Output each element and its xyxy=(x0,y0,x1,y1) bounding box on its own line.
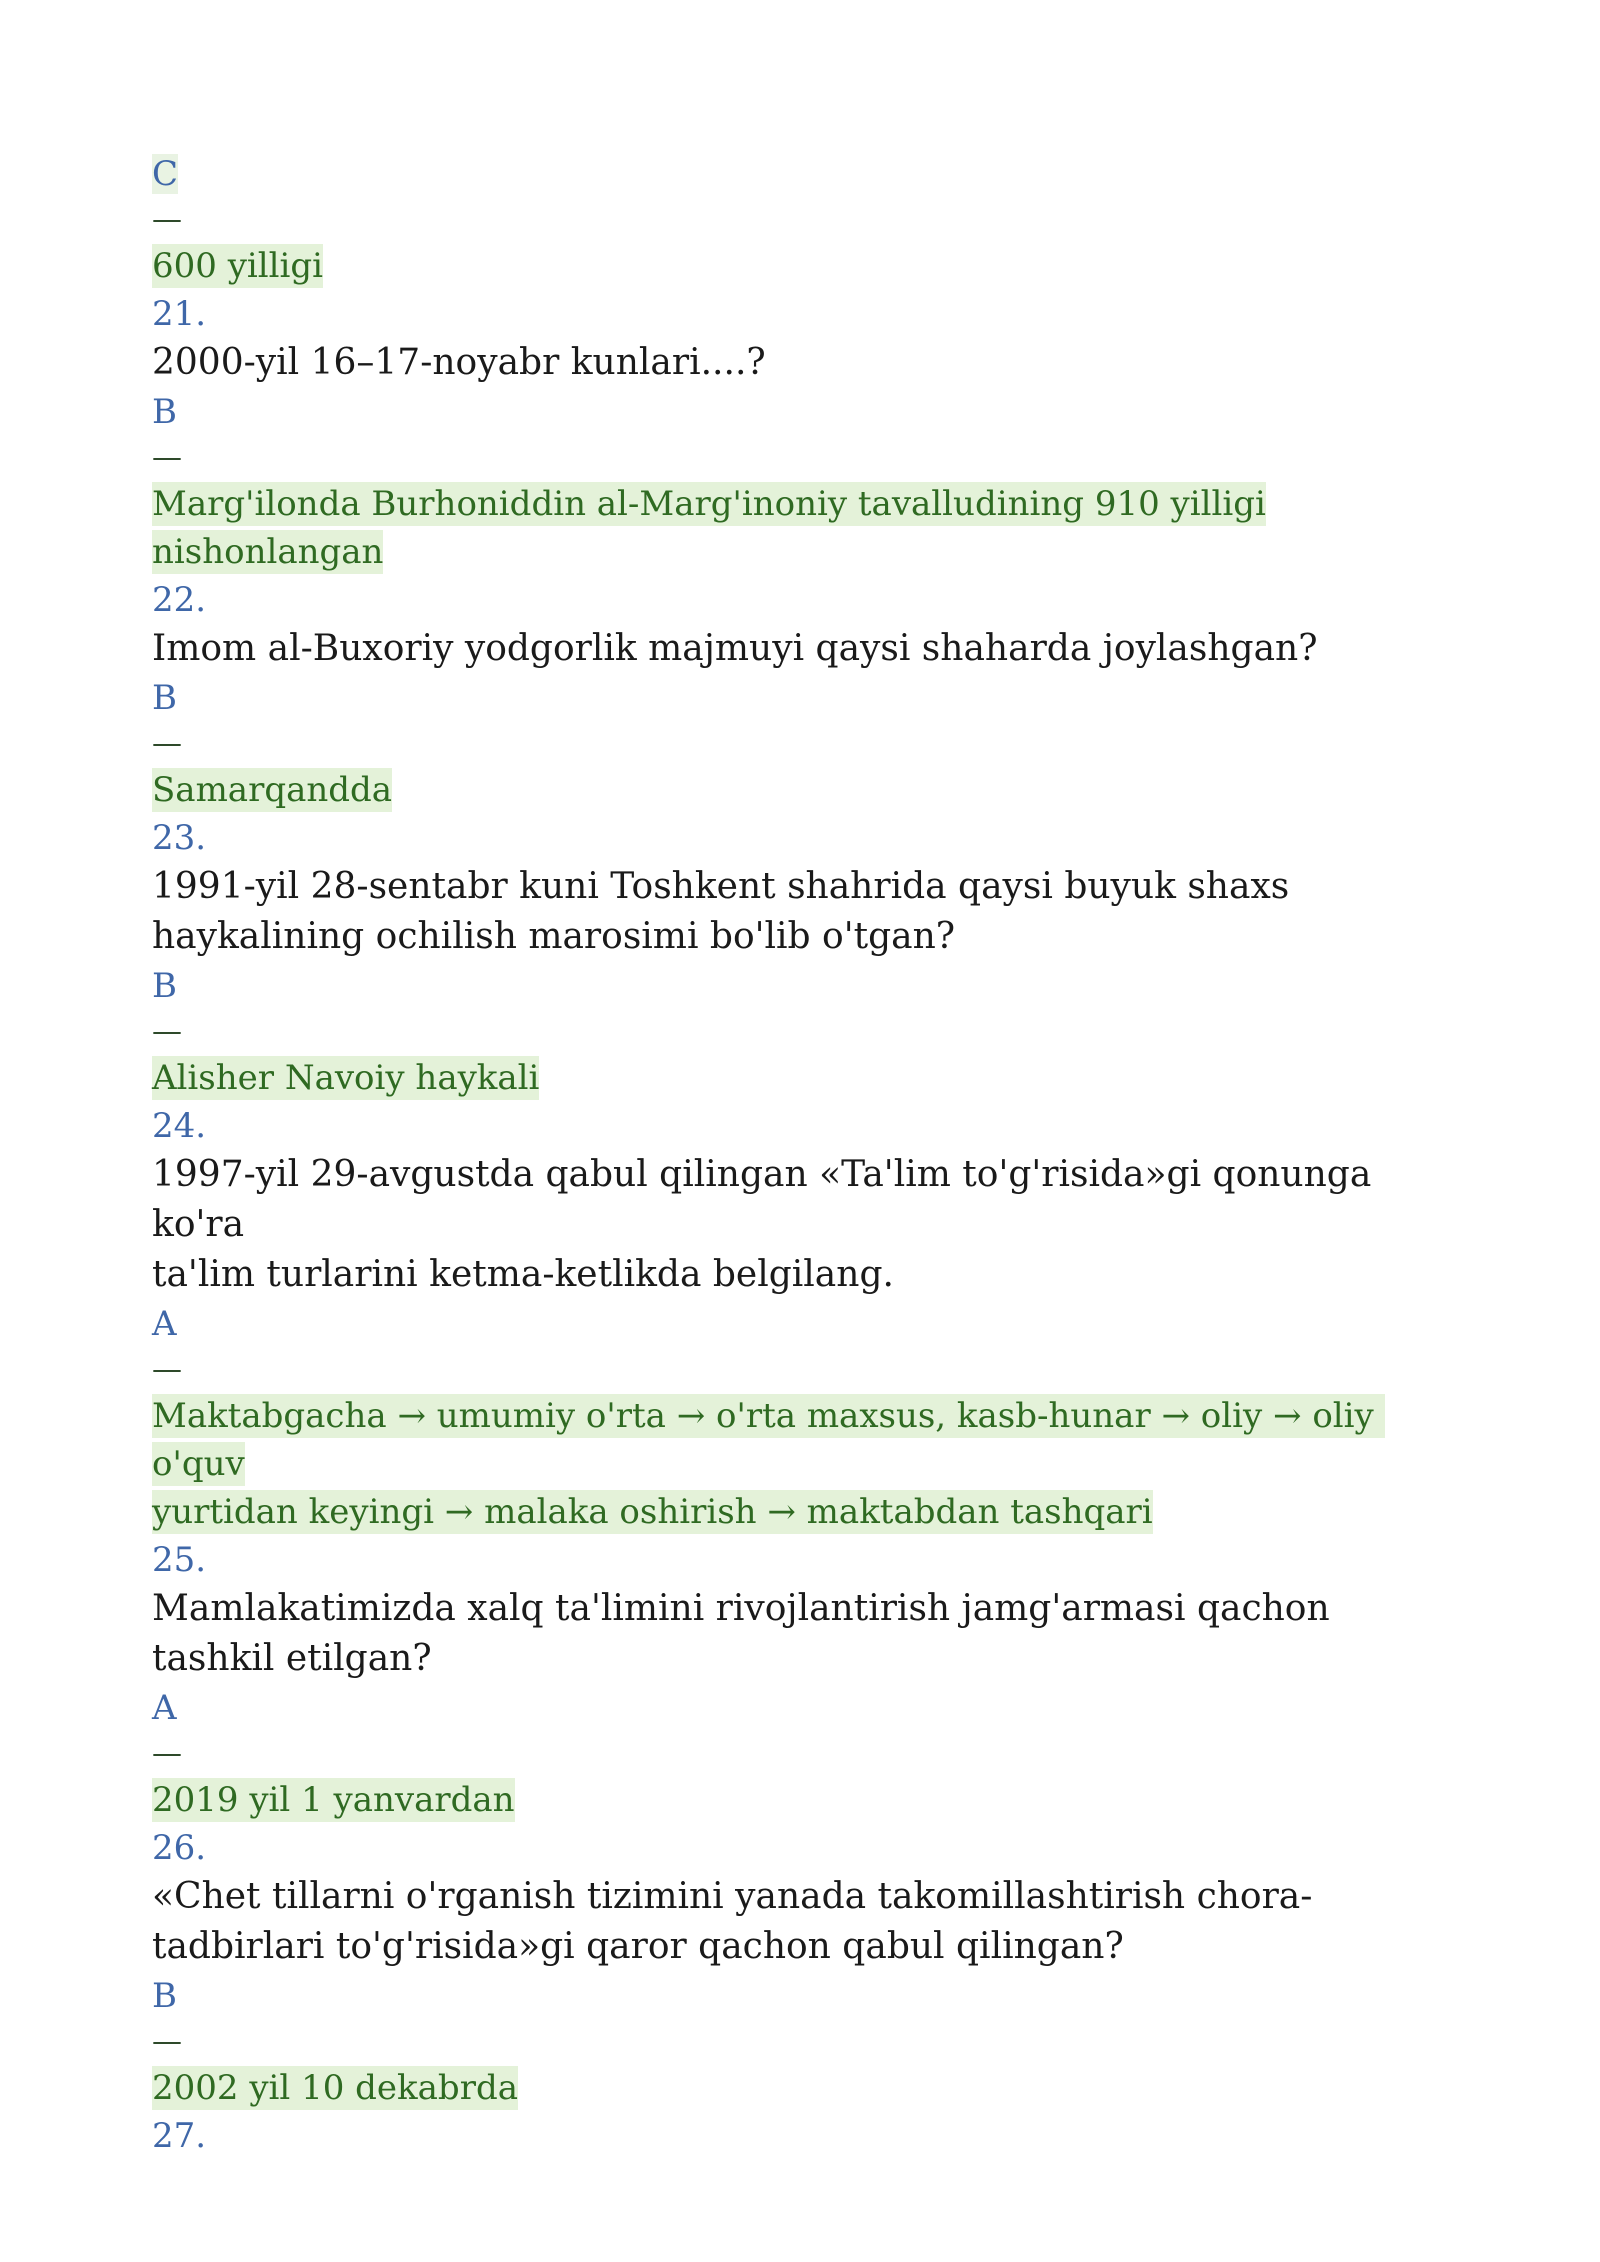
answer-highlight: Maktabgacha → umumiy o'rta → o'rta maxsus, kasb-hunar → oliy → oliy o'quv yurtidan keyingi → malaka oshirish → maktabdan tashqari xyxy=(152,1394,1385,1534)
question-number: 21. xyxy=(152,294,207,334)
question-number: 26. xyxy=(152,1828,207,1868)
question-text: «Chet tillarni o'rganish tizimini yanada takomillashtirish chora- tadbirlari to'g'risida»gi qaror qachon qabul qilingan? xyxy=(152,1876,1313,1967)
answer-letter: B xyxy=(152,392,177,432)
answer-text xyxy=(152,480,1452,576)
answer-highlight: 2019 yil 1 yanvardan xyxy=(152,1780,515,1820)
answer-letter: A xyxy=(152,1304,177,1344)
answer-highlight: 2002 yil 10 dekabrda xyxy=(152,2068,518,2108)
separator-dash: — xyxy=(152,1736,182,1771)
answer-highlight: Samarqandda xyxy=(152,770,393,810)
separator-dash: — xyxy=(152,202,182,237)
question-text: Imom al-Buxoriy yodgorlik majmuyi qaysi shaharda joylashgan? xyxy=(152,628,1318,669)
question-number: 24. xyxy=(152,1106,207,1146)
answer-highlight: Marg'ilonda Burhoniddin al-Marg'inoniy tavalludining 910 yilligi nishonlangan xyxy=(152,484,1266,572)
quiz-content xyxy=(152,150,1452,2160)
answer-text xyxy=(152,1054,1452,1102)
question-text: 1991-yil 28-sentabr kuni Toshkent shahrida qaysi buyuk shaxs haykalining ochilish marosimi bo'lib o'tgan? xyxy=(152,866,1290,957)
answer-highlight: 600 yilligi xyxy=(152,246,324,286)
separator-dash: — xyxy=(152,1352,182,1387)
question-number: 22. xyxy=(152,580,207,620)
answer-text xyxy=(152,766,1452,814)
separator-dash: — xyxy=(152,1014,182,1049)
answer-text xyxy=(152,242,1452,290)
question-number: 23. xyxy=(152,818,207,858)
answer-letter: B xyxy=(152,966,177,1006)
separator-dash: — xyxy=(152,440,182,475)
answer-letter: B xyxy=(152,1976,177,2016)
question-text: 1997-yil 29-avgustda qabul qilingan «Ta'lim to'g'risida»gi qonunga ko'ra ta'lim turlarini ketma-ketlikda belgilang. xyxy=(152,1154,1372,1295)
answer-text xyxy=(152,1392,1452,1536)
answer-letter: B xyxy=(152,678,177,718)
separator-dash: — xyxy=(152,2024,182,2059)
answer-letter-text: C xyxy=(152,154,179,194)
answer-text xyxy=(152,1776,1452,1824)
separator-dash: — xyxy=(152,726,182,761)
answer-letter: A xyxy=(152,1688,177,1728)
answer-highlight: Alisher Navoiy haykali xyxy=(152,1058,540,1098)
question-text: 2000-yil 16–17-noyabr kunlari....? xyxy=(152,342,766,383)
question-text: Mamlakatimizda xalq ta'limini rivojlantirish jamg'armasi qachon tashkil etilgan? xyxy=(152,1588,1330,1679)
answer-text xyxy=(152,2064,1452,2112)
question-number: 25. xyxy=(152,1540,207,1580)
question-number: 27. xyxy=(152,2116,207,2156)
answer-letter xyxy=(152,150,1452,198)
